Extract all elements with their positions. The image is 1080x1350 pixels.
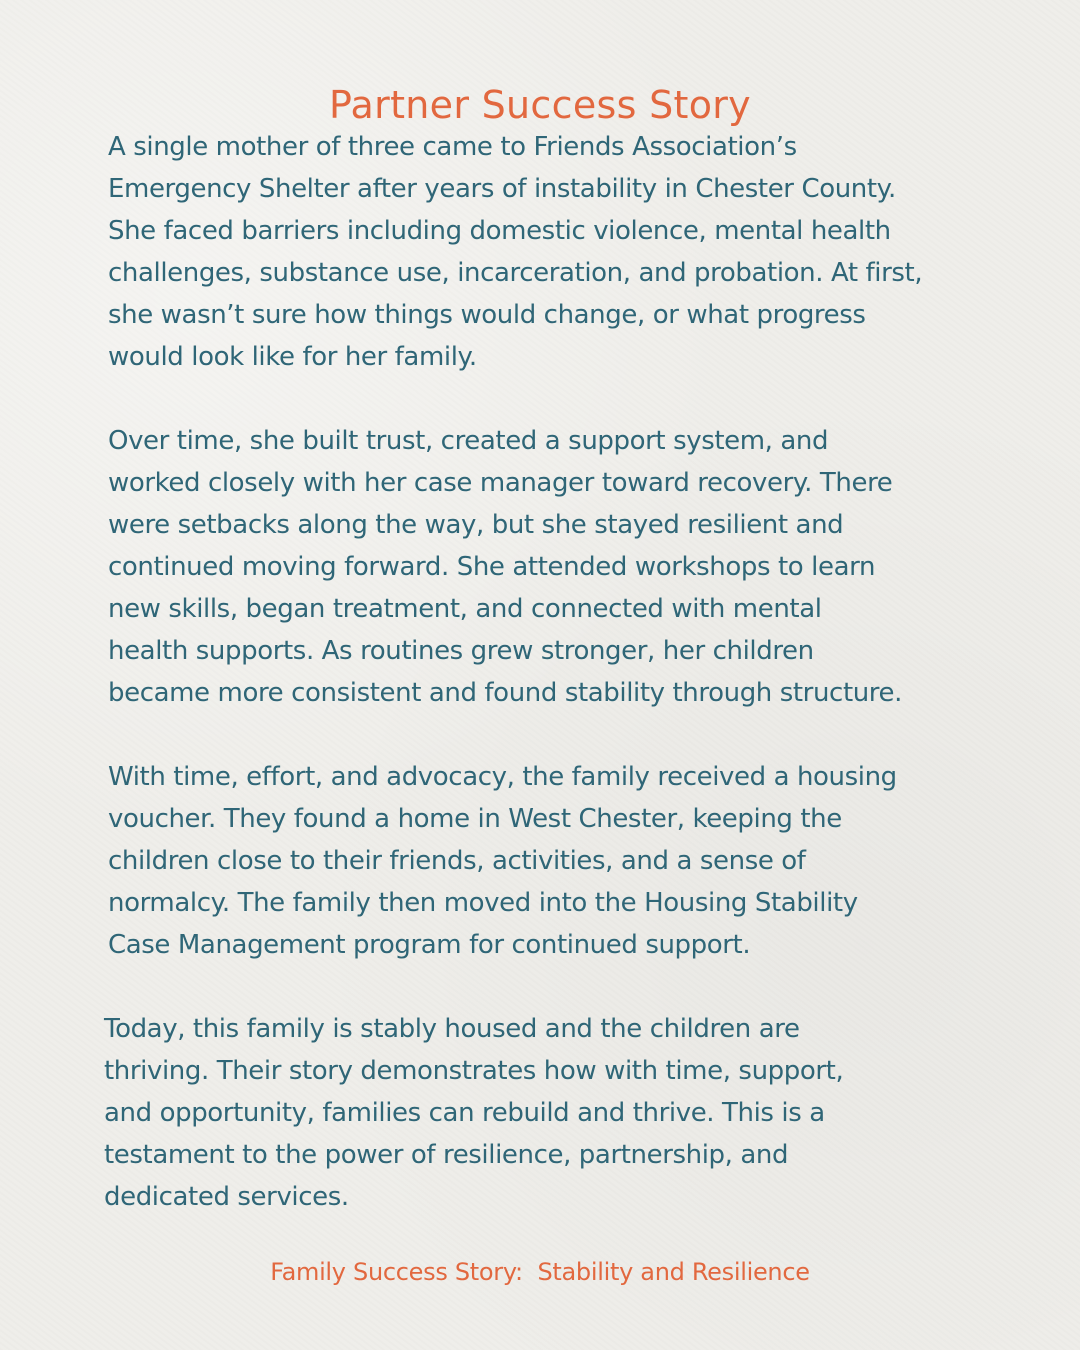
story-line: she wasn’t sure how things would change, or what progress (108, 300, 866, 330)
story-line: Emergency Shelter after years of instability in Chester County. (108, 174, 896, 204)
story-line: worked closely with her case manager toward recovery. There (108, 468, 893, 498)
story-line: health supports. As routines grew stronger, her children (108, 636, 814, 666)
story-line: thriving. Their story demonstrates how with time, support, (104, 1056, 844, 1086)
story-line: new skills, began treatment, and connected with mental (108, 594, 822, 624)
story-line: normalcy. The family then moved into the Housing Stability (108, 888, 858, 918)
footer-caption: Family Success Story: Stability and Resilience (270, 1258, 810, 1286)
story-paragraph-2 (108, 420, 988, 714)
story-body (104, 126, 988, 1218)
story-line: dedicated services. (104, 1182, 349, 1212)
story-line: With time, effort, and advocacy, the family received a housing (108, 762, 897, 792)
story-line: Over time, she built trust, created a support system, and (108, 426, 829, 456)
story-paragraph-4 (104, 1008, 988, 1218)
story-line: testament to the power of resilience, partnership, and (104, 1140, 789, 1170)
story-line: voucher. They found a home in West Chester, keeping the (108, 804, 842, 834)
story-paragraph-1 (108, 126, 988, 378)
story-line: were setbacks along the way, but she stayed resilient and (108, 510, 844, 540)
story-line: challenges, substance use, incarceration, and probation. At first, (108, 258, 923, 288)
story-line: A single mother of three came to Friends Association’s (108, 132, 797, 162)
page-title: Partner Success Story (329, 83, 751, 128)
story-line: Case Management program for continued support. (108, 930, 751, 960)
story-line: Today, this family is stably housed and the children are (104, 1014, 800, 1044)
story-line: children close to their friends, activities, and a sense of (108, 846, 806, 876)
story-line: continued moving forward. She attended workshops to learn (108, 552, 876, 582)
story-line: and opportunity, families can rebuild and thrive. This is a (104, 1098, 825, 1128)
story-paragraph-3 (108, 756, 988, 966)
story-line: She faced barriers including domestic violence, mental health (108, 216, 891, 246)
story-line: would look like for her family. (108, 342, 477, 372)
story-line: became more consistent and found stability through structure. (108, 678, 902, 708)
